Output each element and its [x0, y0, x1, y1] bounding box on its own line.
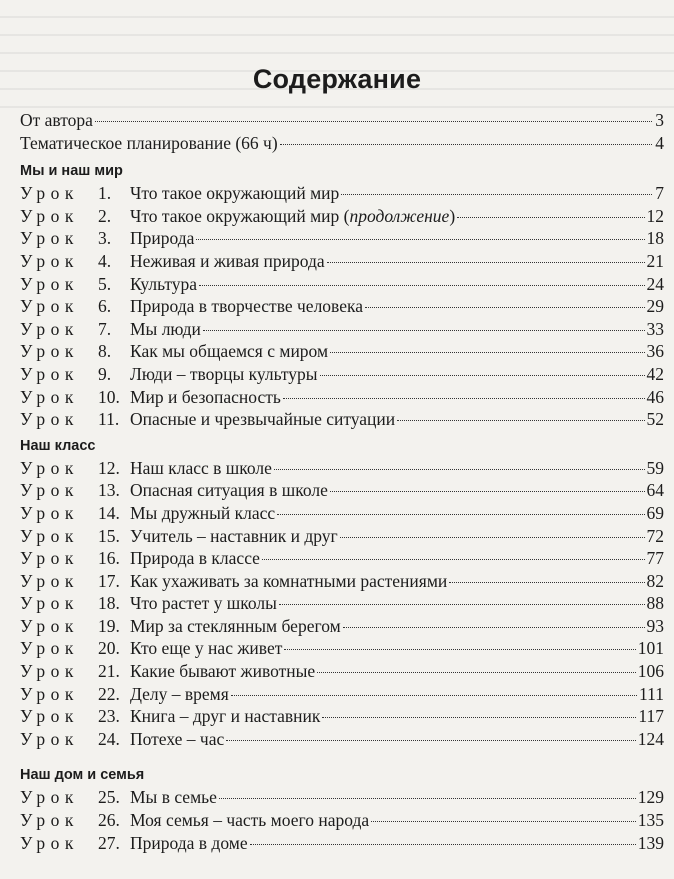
lesson-label: Урок [20, 683, 79, 704]
dot-leader [280, 144, 652, 145]
lesson-title-text: Мы в семье [130, 787, 217, 808]
lesson-number: 15. [98, 525, 120, 546]
dot-leader [330, 352, 644, 353]
page-number: 21 [646, 250, 664, 271]
dot-leader [196, 239, 644, 240]
lesson-label: Урок [20, 728, 79, 749]
toc-lesson-entry [20, 615, 664, 638]
toc-lesson-entry [20, 273, 664, 296]
dot-leader [397, 420, 644, 421]
lesson-label: Урок [20, 570, 79, 591]
dot-leader [199, 285, 644, 286]
lesson-number: 4. [98, 250, 112, 271]
toc-lesson-entry [20, 660, 664, 683]
dot-leader [341, 194, 652, 195]
dot-leader [317, 672, 636, 673]
lesson-title [130, 227, 194, 250]
dot-leader [283, 398, 645, 399]
lesson-number: 14. [98, 502, 120, 523]
lesson-label: Урок [20, 593, 79, 614]
page-number: 52 [646, 409, 664, 430]
page-number: 88 [646, 593, 664, 614]
lesson-label: Урок [20, 502, 79, 523]
lesson-title-text: Какие бывают животные [130, 661, 316, 682]
lesson-title [130, 592, 277, 615]
lesson-number: 25. [98, 787, 120, 808]
page-title: Содержание [252, 64, 422, 94]
toc-lesson-entry [20, 386, 664, 409]
lesson-number: 12. [98, 457, 120, 478]
dot-leader [284, 649, 635, 650]
toc-lesson-entry [20, 295, 664, 318]
lesson-label: Урок [20, 457, 79, 478]
dot-leader [277, 514, 644, 515]
page-number: 7 [655, 183, 664, 204]
lesson-title-text: Неживая и живая природа [130, 250, 325, 271]
page-number: 24 [646, 273, 664, 294]
lesson-title-text: Мир за стеклянным берегом [130, 615, 341, 636]
page-number: 124 [637, 728, 664, 749]
page-number: 111 [639, 683, 664, 704]
lesson-title-text: Мы дружный класс [130, 502, 276, 523]
lesson-label: Урок [20, 296, 79, 317]
dot-leader [320, 375, 645, 376]
toc-lesson-entry [20, 205, 664, 228]
lesson-number: 16. [98, 548, 120, 569]
toc-lesson-entry [20, 363, 664, 386]
lesson-number: 9. [98, 363, 112, 384]
toc-lesson-entry [20, 182, 664, 205]
toc-lesson-entry [20, 809, 664, 832]
toc-lesson-entry [20, 250, 664, 273]
lesson-label: Урок [20, 363, 79, 384]
dot-leader [219, 798, 636, 799]
lesson-title [130, 547, 260, 570]
lesson-number: 3. [98, 228, 112, 249]
lesson-title [130, 182, 339, 205]
lesson-title [130, 479, 328, 502]
section-heading: Наш класс [20, 437, 96, 454]
section-heading: Наш дом и семья [20, 767, 145, 784]
show-through-text [0, 0, 674, 120]
lesson-title-after: ) [449, 205, 456, 226]
dot-leader [327, 262, 645, 263]
lesson-title [130, 705, 320, 728]
toc-lesson-entry [20, 502, 664, 525]
toc-lesson-entry [20, 705, 664, 728]
lesson-title-text: Наш класс в школе [130, 457, 272, 478]
page-number: 46 [646, 386, 664, 407]
lesson-number: 24. [98, 728, 120, 749]
lesson-title [130, 637, 282, 660]
toc-lesson-entry [20, 340, 664, 363]
lesson-number: 20. [98, 638, 120, 659]
lesson-label: Урок [20, 525, 79, 546]
lesson-title-text: Люди – творцы культуры [130, 363, 318, 384]
lesson-label: Урок [20, 615, 79, 636]
lesson-title [130, 570, 447, 593]
lesson-number: 7. [98, 318, 112, 339]
page-number: 72 [646, 525, 664, 546]
lesson-title [130, 683, 229, 706]
lesson-number: 1. [98, 183, 112, 204]
lesson-title [130, 408, 395, 431]
dot-leader [365, 307, 645, 308]
toc-lesson-entry [20, 547, 664, 570]
lesson-label: Урок [20, 228, 79, 249]
lesson-title-text: Опасная ситуация в школе [130, 480, 328, 501]
lesson-title-text: Природа в доме [130, 832, 248, 853]
page-number: 139 [637, 832, 664, 853]
lesson-title-text: Учитель – наставник и друг [130, 525, 338, 546]
dot-leader [457, 217, 644, 218]
lesson-title [130, 660, 315, 683]
lesson-title-text: Природа в творчестве человека [130, 296, 363, 317]
toc-lesson-entry [20, 570, 664, 593]
lesson-title [130, 295, 363, 318]
toc-intro-entry [20, 132, 664, 155]
page-number: 12 [646, 205, 664, 226]
lesson-title-text: Культура [130, 273, 198, 294]
toc-lesson-entry [20, 728, 664, 751]
lesson-number: 21. [98, 661, 120, 682]
lesson-title-italic: продолжение [349, 205, 450, 226]
page-number: 106 [637, 661, 664, 682]
toc-lesson-entry [20, 786, 664, 809]
page-number: 4 [655, 132, 664, 153]
lesson-title-text: Природа [130, 228, 195, 249]
lesson-title-text: Что растет у школы [130, 593, 277, 614]
lesson-label: Урок [20, 183, 79, 204]
lesson-title [130, 457, 272, 480]
page-number: 129 [637, 787, 664, 808]
lesson-label: Урок [20, 250, 79, 271]
lesson-title [130, 250, 325, 273]
lesson-label: Урок [20, 273, 79, 294]
lesson-title-text: Природа в классе [130, 548, 260, 569]
lesson-label: Урок [20, 341, 79, 362]
lesson-label: Урок [20, 386, 79, 407]
dot-leader [203, 330, 645, 331]
dot-leader [330, 491, 645, 492]
lesson-label: Урок [20, 638, 79, 659]
lesson-label: Урок [20, 318, 79, 339]
lesson-number: 17. [98, 570, 120, 591]
dot-leader [279, 604, 645, 605]
dot-leader [274, 469, 645, 470]
page-number: 3 [655, 110, 664, 130]
dot-leader [322, 717, 636, 718]
lesson-title [130, 786, 217, 809]
page-number: 59 [646, 457, 664, 478]
toc-intro-entry [20, 109, 664, 132]
lesson-title [130, 832, 248, 855]
toc-lesson-entry [20, 683, 664, 706]
lesson-number: 13. [98, 480, 120, 501]
toc-lesson-entry [20, 832, 664, 855]
lesson-title [130, 273, 197, 296]
entry-title: Тематическое планирование (66 ч) [20, 132, 278, 153]
page-number: 64 [646, 480, 664, 501]
lesson-number: 19. [98, 615, 120, 636]
toc-lesson-entry [20, 592, 664, 615]
lesson-number: 23. [98, 706, 120, 727]
lesson-number: 5. [98, 273, 112, 294]
lesson-title-text: Как мы общаемся с миром [130, 341, 329, 362]
page-number: 101 [637, 638, 664, 659]
lesson-label: Урок [20, 832, 79, 853]
lesson-title-text: Мы люди [130, 318, 201, 339]
lesson-label: Урок [20, 480, 79, 501]
lesson-title [130, 502, 275, 525]
page-number: 77 [646, 548, 664, 569]
page-number: 135 [637, 810, 664, 831]
dot-leader [250, 844, 636, 845]
dot-leader [449, 582, 644, 583]
lesson-title [130, 386, 281, 409]
page-number: 93 [646, 615, 664, 636]
table-of-contents [20, 109, 664, 854]
lesson-label: Урок [20, 661, 79, 682]
lesson-title-text: Мир и безопасность [130, 386, 281, 407]
lesson-title [130, 318, 201, 341]
lesson-title-text: Что такое окружающий мир [130, 183, 340, 204]
toc-lesson-entry [20, 408, 664, 431]
lesson-number: 22. [98, 683, 120, 704]
lesson-label: Урок [20, 409, 79, 430]
lesson-title-text: Делу – время [130, 683, 229, 704]
lesson-number: 26. [98, 810, 120, 831]
page-number: 82 [646, 570, 664, 591]
lesson-number: 10. [98, 386, 120, 407]
lesson-title [130, 728, 224, 751]
page-number: 69 [646, 502, 664, 523]
dot-leader [371, 821, 636, 822]
lesson-title [130, 809, 369, 832]
lesson-label: Урок [20, 810, 79, 831]
lesson-title [130, 615, 341, 638]
page-number: 29 [646, 296, 664, 317]
toc-lesson-entry [20, 457, 664, 480]
toc-lesson-entry [20, 637, 664, 660]
dot-leader [343, 627, 645, 628]
page-number: 33 [646, 318, 664, 339]
lesson-title-text: Кто еще у нас живет [130, 638, 283, 659]
dot-leader [340, 537, 645, 538]
lesson-label: Урок [20, 706, 79, 727]
toc-lesson-entry [20, 318, 664, 341]
lesson-title [130, 363, 318, 386]
page-number: 18 [646, 228, 664, 249]
lesson-title-text: Книга – друг и наставник [130, 706, 321, 727]
toc-lesson-entry [20, 227, 664, 250]
lesson-title-text: Что такое окружающий мир ( [130, 205, 350, 226]
lesson-number: 6. [98, 296, 112, 317]
dot-leader [262, 559, 645, 560]
page-number: 36 [646, 341, 664, 362]
dot-leader [226, 740, 635, 741]
toc-lesson-entry [20, 479, 664, 502]
lesson-number: 27. [98, 832, 120, 853]
lesson-title-text: Опасные и чрезвычайные ситуации [130, 409, 396, 430]
page-number: 42 [646, 363, 664, 384]
dot-leader [231, 695, 637, 696]
page-number: 117 [638, 706, 664, 727]
lesson-label: Урок [20, 548, 79, 569]
lesson-number: 18. [98, 593, 120, 614]
lesson-title [130, 340, 328, 363]
lesson-title-text: Как ухаживать за комнатными растениями [130, 570, 448, 591]
toc-lesson-entry [20, 525, 664, 548]
lesson-label: Урок [20, 787, 79, 808]
lesson-number: 8. [98, 341, 112, 362]
lesson-label: Урок [20, 205, 79, 226]
lesson-number: 11. [98, 409, 120, 430]
dot-leader [95, 121, 652, 122]
lesson-title [130, 205, 455, 228]
lesson-title [130, 525, 338, 548]
lesson-title-text: Моя семья – часть моего народа [130, 810, 370, 831]
lesson-title-text: Потехе – час [130, 728, 225, 749]
lesson-number: 2. [98, 205, 112, 226]
section-heading: Мы и наш мир [20, 163, 123, 180]
entry-title: От автора [20, 110, 93, 130]
